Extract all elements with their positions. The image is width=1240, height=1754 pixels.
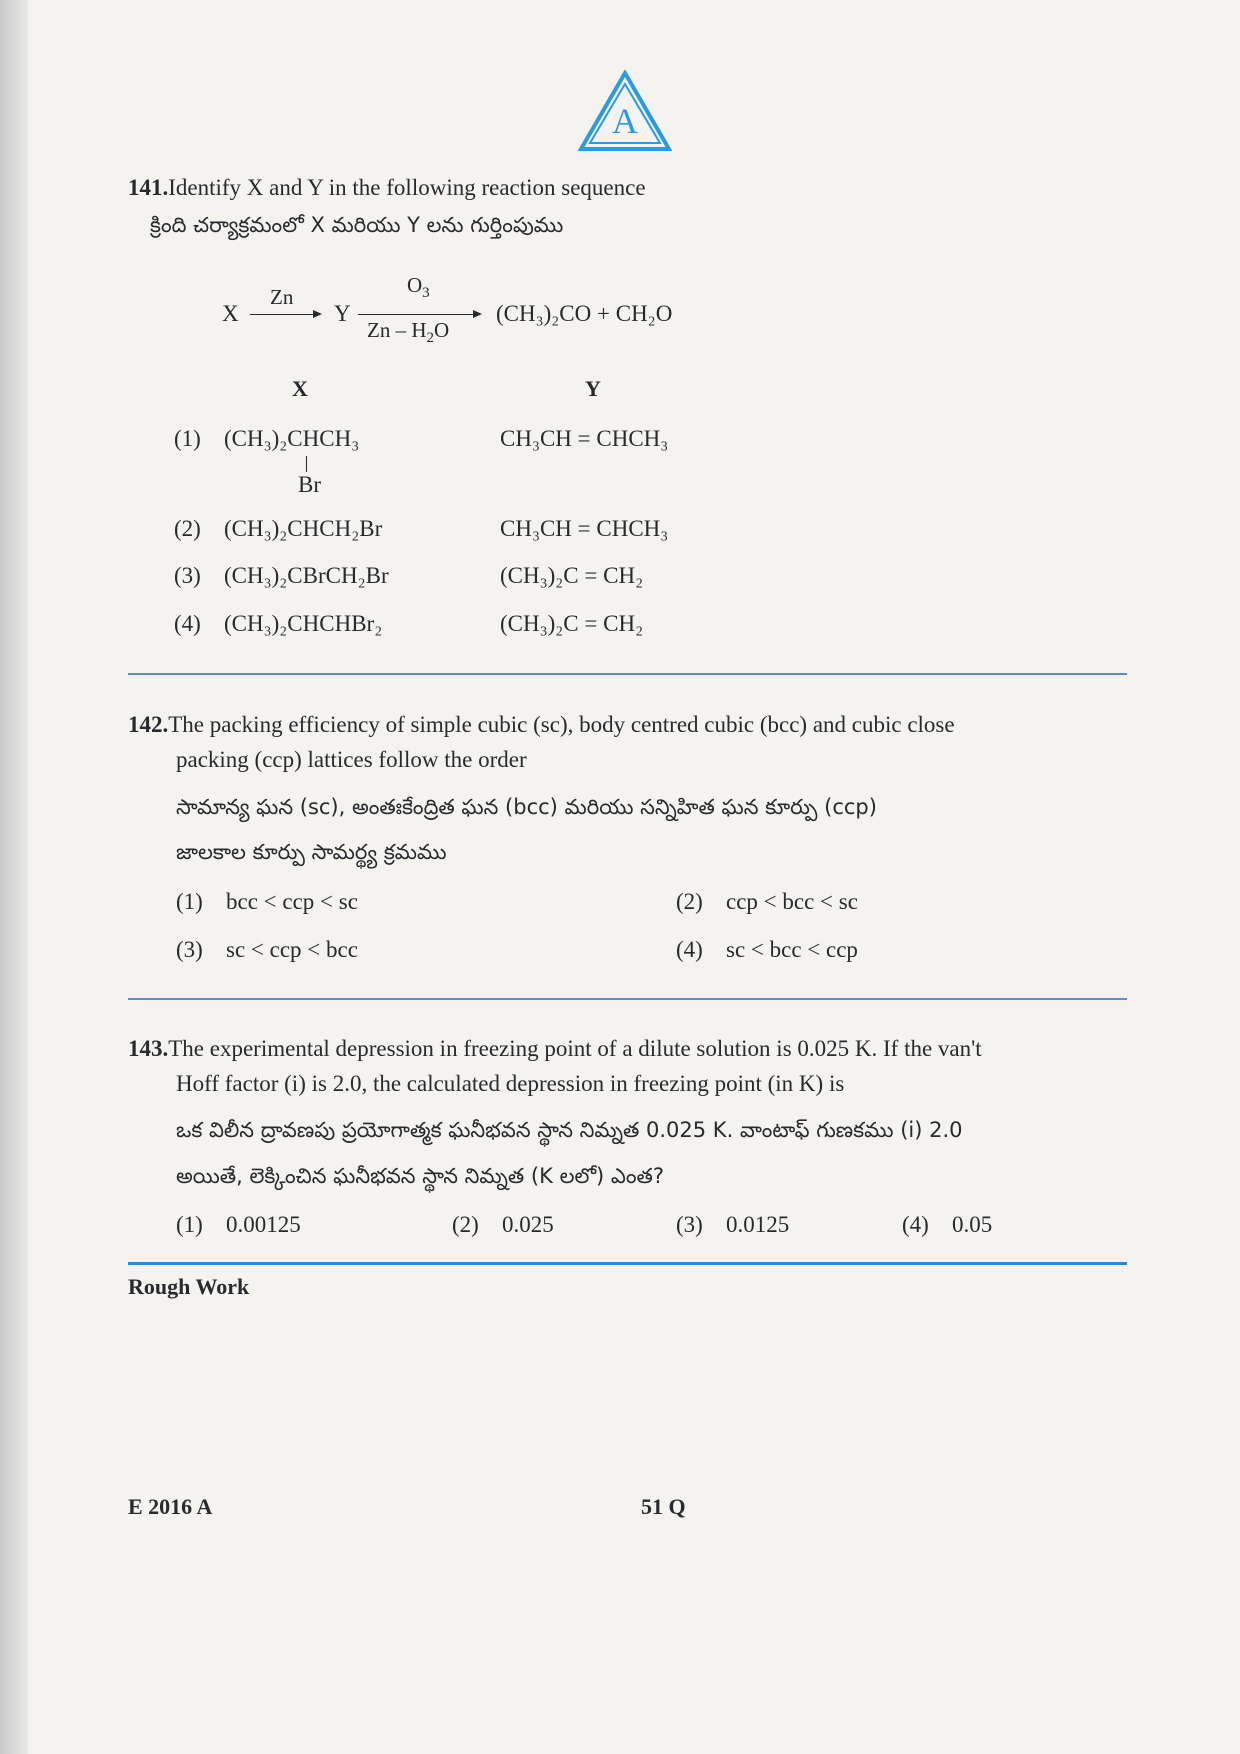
paper-set-badge [578, 70, 672, 152]
q143-telugu-line1: ఒక విలీన ద్రావణపు ప్రయోగాత్మక ఘనీభవన స్థాన నిమ్నత 0.025 K. వాంటాఫ్ గుణకము (i) 2.0 [176, 1118, 963, 1142]
option-number: (1) [176, 1212, 203, 1237]
option-y: CH₃CH = CHCH₃ [500, 516, 669, 541]
q141-english-text: Identify X and Y in the following reaction sequence [168, 175, 646, 200]
rough-work-divider [128, 1262, 1127, 1265]
option-text: bcc < ccp < sc [226, 889, 358, 914]
option-number: (4) [902, 1212, 929, 1237]
reaction-reagent-o3: $O_3$ [407, 273, 430, 301]
reaction-x: X [222, 301, 239, 326]
reaction-reagent-zn-h2o: Zn – $H_2O$ [367, 318, 450, 346]
rough-work-label: Rough Work [128, 1274, 250, 1299]
option-number: (2) [174, 516, 201, 541]
option-y: (CH₃)₂C = CH₂ [500, 563, 644, 588]
reaction-products: (CH₃)₂CO + CH₂O [496, 301, 673, 326]
q141-number: 141. [128, 175, 169, 200]
divider [128, 998, 1127, 1000]
option-number: (1) [176, 889, 203, 914]
option-text: 0.00125 [226, 1212, 301, 1237]
paper-set-letter: A [612, 101, 638, 141]
q142-telugu-line1: సామాన్య ఘన (sc), అంతఃకేంద్రిత ఘన (bcc) మరియు సన్నిహిత ఘన కూర్పు (ccp) [176, 795, 877, 819]
q141-english [128, 170, 646, 205]
q141-col-y: Y [585, 376, 601, 401]
option-x: (CH₃)₂CHCH₃ [224, 426, 360, 451]
reaction-arrow-1 [250, 314, 320, 315]
option-x: (CH₃)₂CBrCH₂Br [224, 563, 389, 588]
q143-telugu-line2: అయితే, లెక్కించిన ఘనీభవన స్థాన నిమ్నత (K లలో) ఎంత? [176, 1164, 664, 1188]
option-number: (1) [174, 426, 201, 451]
q142-english-line1: 142.The packing efficiency of simple cubic (sc), body centred cubic (bcc) and cubic close [128, 712, 955, 737]
option-number: (4) [676, 937, 703, 962]
q142-number: 142. [128, 712, 169, 737]
q142-english-line2: packing (ccp) lattices follow the order [176, 747, 527, 772]
option-x: (CH₃)₂CHCH₂Br [224, 516, 383, 541]
option-text: sc < bcc < ccp [726, 937, 858, 962]
q141-telugu: క్రింది చర్యాక్రమంలో X మరియు Y లను గుర్తింపుము [150, 213, 564, 237]
option-y: (CH₃)₂C = CH₂ [500, 611, 644, 636]
reaction-reagent-zn: Zn [270, 285, 294, 309]
option-text: 0.0125 [726, 1212, 790, 1237]
q143-number: 143. [128, 1036, 169, 1061]
footer-page-number: 51 Q [641, 1494, 686, 1519]
option-x-substituent: Br [298, 472, 321, 497]
option-y: CH₃CH = CHCH₃ [500, 426, 669, 451]
bond-line [306, 456, 307, 472]
option-x: (CH₃)₂CHCHBr₂ [224, 611, 383, 636]
q143-english-line1: 143.The experimental depression in freezing point of a dilute solution is 0.025 K. If the van't [128, 1036, 982, 1061]
option-text: 0.025 [502, 1212, 554, 1237]
divider [128, 673, 1127, 675]
option-number: (3) [176, 937, 203, 962]
option-number: (2) [452, 1212, 479, 1237]
q141-col-x: X [292, 376, 308, 401]
option-number: (3) [676, 1212, 703, 1237]
option-number: (3) [174, 563, 201, 588]
option-number: (2) [676, 889, 703, 914]
reaction-y: Y [334, 301, 351, 326]
footer-paper-code: E 2016 A [128, 1494, 213, 1519]
option-text: 0.05 [952, 1212, 993, 1237]
reaction-arrow-2 [358, 314, 480, 315]
option-number: (4) [174, 611, 201, 636]
option-text: sc < ccp < bcc [226, 937, 358, 962]
q142-telugu-line2: జాలకాల కూర్పు సామర్థ్య క్రమము [176, 840, 447, 864]
option-text: ccp < bcc < sc [726, 889, 858, 914]
q143-english-line2: Hoff factor (i) is 2.0, the calculated depression in freezing point (in K) is [176, 1071, 845, 1096]
